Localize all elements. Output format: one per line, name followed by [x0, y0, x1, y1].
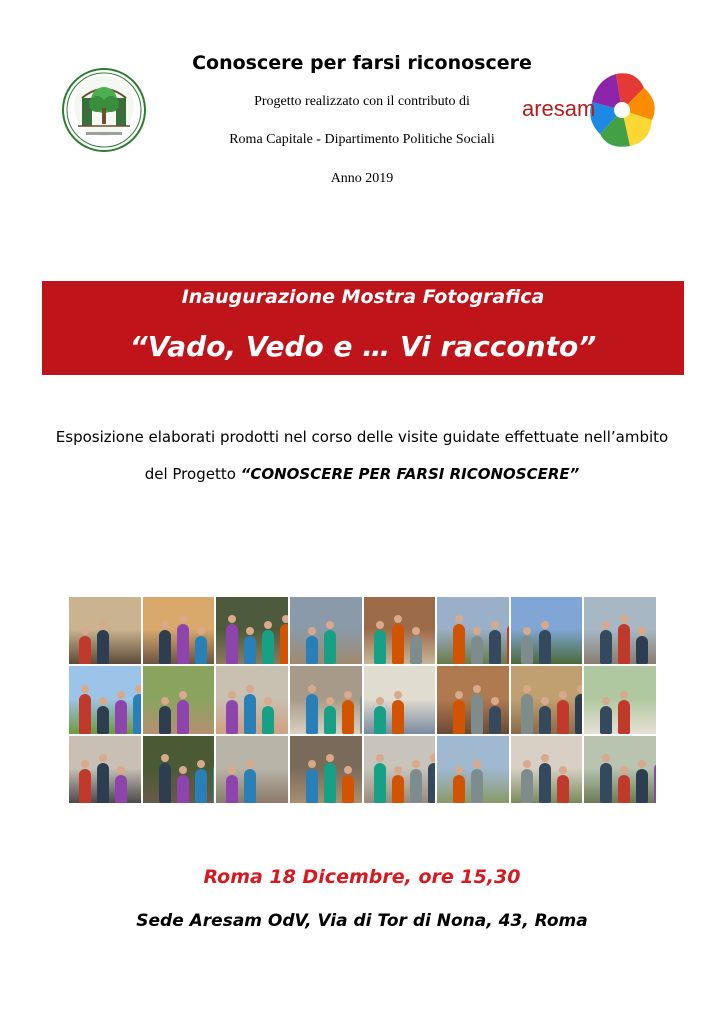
person-figure [600, 630, 612, 664]
collage-photo [290, 736, 362, 803]
person-figure [557, 700, 569, 734]
collage-photo [584, 597, 656, 664]
person-figure [360, 694, 362, 734]
project-name: “CONOSCERE PER FARSI RICONOSCERE” [240, 465, 580, 483]
person-figure [539, 706, 551, 734]
person-figure [324, 706, 336, 734]
person-figure [410, 636, 422, 664]
collage-photo [364, 736, 436, 803]
person-figure [159, 763, 171, 803]
collage-photo [69, 597, 141, 664]
collage-photo [69, 736, 141, 803]
collage-photo [437, 666, 509, 733]
collage-photo [511, 736, 583, 803]
person-figure [471, 636, 483, 664]
person-figure [521, 694, 533, 734]
person-figure [521, 636, 533, 664]
person-figure [600, 763, 612, 803]
person-figure [115, 700, 127, 734]
person-figure [226, 775, 238, 803]
person-figure [195, 769, 207, 803]
person-figure [324, 763, 336, 803]
collage-photo [290, 597, 362, 664]
person-figure [226, 624, 238, 664]
person-figure [213, 763, 215, 803]
person-figure [507, 624, 509, 664]
person-figure [79, 694, 91, 734]
person-figure [374, 763, 386, 803]
person-figure [262, 706, 274, 734]
aresam-logo-text: aresam [522, 96, 596, 121]
person-figure [428, 763, 436, 803]
person-figure [97, 763, 109, 803]
collage-photo [69, 666, 141, 733]
person-figure [392, 775, 404, 803]
banner-subtitle: Inaugurazione Mostra Fotografica [181, 286, 545, 308]
person-figure [489, 706, 501, 734]
person-figure [159, 630, 171, 664]
collage-photo [216, 666, 288, 733]
person-figure [453, 775, 465, 803]
project-title: Conoscere per farsi riconoscere [192, 52, 532, 74]
person-figure [575, 694, 583, 734]
collage-photo [290, 666, 362, 733]
collage-photo [143, 666, 215, 733]
person-figure [244, 769, 256, 803]
person-figure [177, 775, 189, 803]
person-figure [600, 706, 612, 734]
collage-photo [437, 736, 509, 803]
person-figure [79, 636, 91, 664]
collage-photo [511, 666, 583, 733]
person-figure [392, 700, 404, 734]
person-figure [539, 763, 551, 803]
collage-photo [143, 597, 215, 664]
person-figure [471, 694, 483, 734]
person-figure [618, 700, 630, 734]
person-figure [115, 775, 127, 803]
person-figure [618, 624, 630, 664]
person-figure [97, 630, 109, 664]
person-figure [654, 763, 656, 803]
person-figure [262, 630, 274, 664]
collage-photo [437, 597, 509, 664]
person-figure [342, 775, 354, 803]
photo-collage [69, 597, 656, 803]
collage-photo [364, 597, 436, 664]
person-figure [521, 769, 533, 803]
person-figure [79, 769, 91, 803]
person-figure [392, 624, 404, 664]
person-figure [306, 769, 318, 803]
banner-title: “Vado, Vedo e … Vi racconto” [129, 330, 597, 363]
person-figure [489, 630, 501, 664]
person-figure [453, 700, 465, 734]
person-figure [374, 706, 386, 734]
person-figure [557, 775, 569, 803]
person-figure [280, 624, 288, 664]
collage-photo [511, 597, 583, 664]
person-figure [636, 769, 648, 803]
person-figure [374, 630, 386, 664]
person-figure [195, 636, 207, 664]
person-figure [159, 706, 171, 734]
person-figure [539, 630, 551, 664]
person-figure [471, 769, 483, 803]
person-figure [410, 769, 422, 803]
person-figure [177, 624, 189, 664]
person-figure [226, 700, 238, 734]
person-figure [618, 775, 630, 803]
person-figure [244, 694, 256, 734]
person-figure [97, 706, 109, 734]
collage-photo [584, 736, 656, 803]
person-figure [306, 694, 318, 734]
collage-photo [584, 666, 656, 733]
person-figure [177, 700, 189, 734]
person-figure [342, 700, 354, 734]
year-line: Anno 2019 [330, 171, 394, 186]
description-prefix: del Progetto [144, 465, 241, 483]
collage-photo [216, 736, 288, 803]
event-date: Roma 18 Dicembre, ore 15,30 [203, 866, 521, 888]
person-figure [306, 636, 318, 664]
description-line-1: Esposizione elaborati prodotti nel corso delle visite guidate effettuate nell’ambito [55, 428, 669, 446]
contribution-line: Progetto realizzato con il contributo di [254, 94, 470, 109]
person-figure [244, 636, 256, 664]
person-figure [133, 694, 141, 734]
collage-photo [143, 736, 215, 803]
collage-photo [216, 597, 288, 664]
event-venue: Sede Aresam OdV, Via di Tor di Nona, 43, Roma [136, 911, 588, 931]
collage-photo [364, 666, 436, 733]
person-figure [636, 636, 648, 664]
person-figure [324, 630, 336, 664]
description-line-2 [0, 465, 724, 483]
person-figure [453, 624, 465, 664]
sponsor-line: Roma Capitale - Dipartimento Politiche Sociali [229, 132, 495, 147]
